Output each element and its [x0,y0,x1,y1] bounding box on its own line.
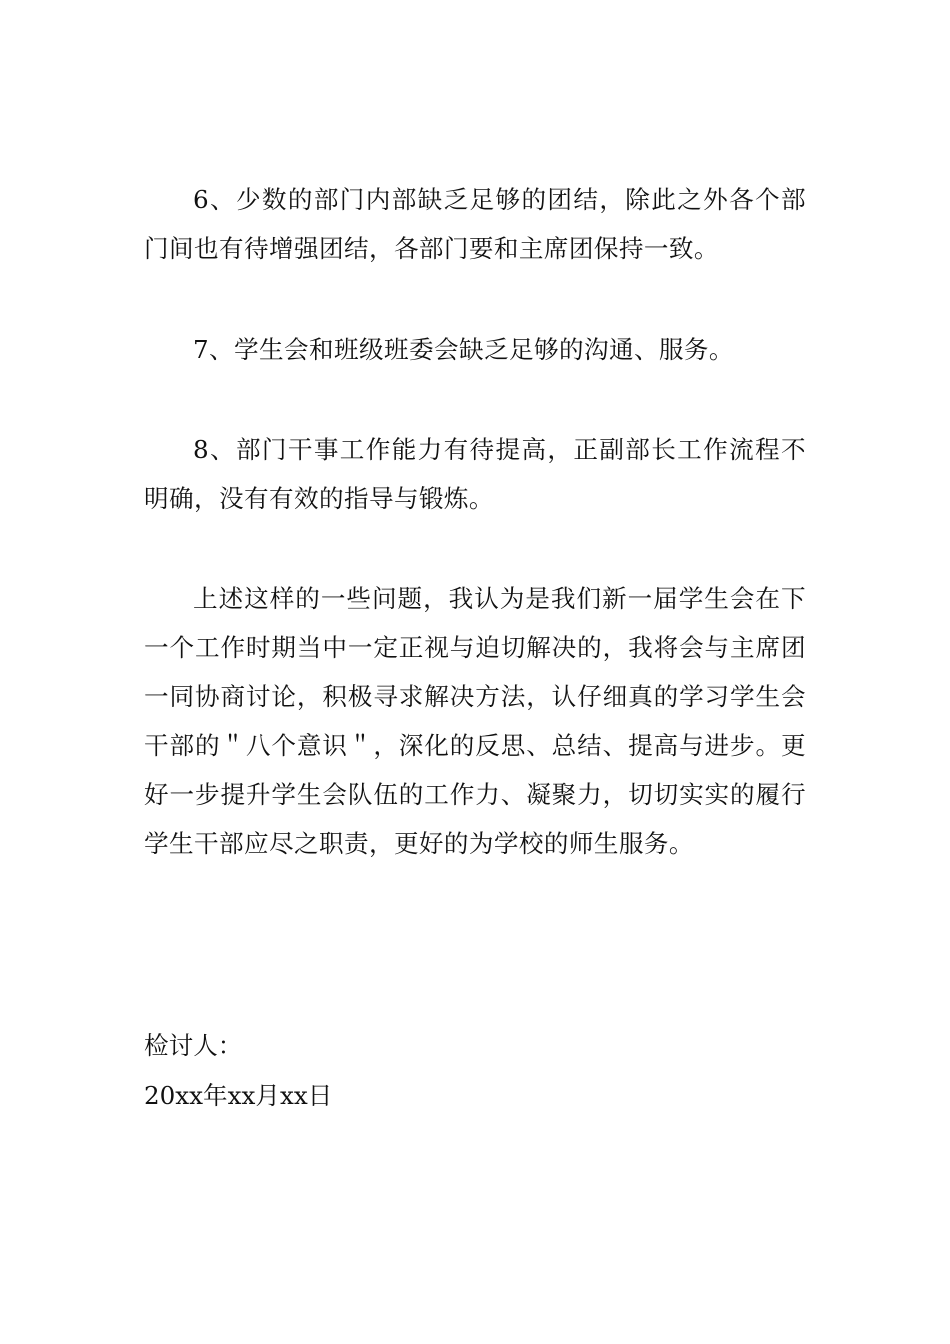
paragraph-item-6: 6、少数的部门内部缺乏足够的团结，除此之外各个部门间也有待增强团结，各部门要和主席团保持一致。 [144,185,806,263]
paragraph-item-8: 8、部门干事工作能力有待提高，正副部长工作流程不明确，没有有效的指导与锻炼。 [144,435,806,513]
paragraph-item-7: 7、学生会和班级班委会缺乏足够的沟通、服务。 [193,335,734,364]
signature-date: 20xx年xx月xx日 [144,1081,333,1110]
signature-label: 检讨人： [144,1031,243,1060]
paragraph-conclusion: 上述这样的一些问题，我认为是我们新一届学生会在下一个工作时期当中一定正视与迫切解决的，我将会与主席团一同协商讨论，积极寻求解决方法，认仔细真的学习学生会干部的＂八个意识＂，深化的反思、总结、提高与进步。更好一步提升学生会队伍的工作力、凝聚力，切切实实的履行学生干部应尽之职责，更好的为学校的师生服务。 [144,584,806,858]
